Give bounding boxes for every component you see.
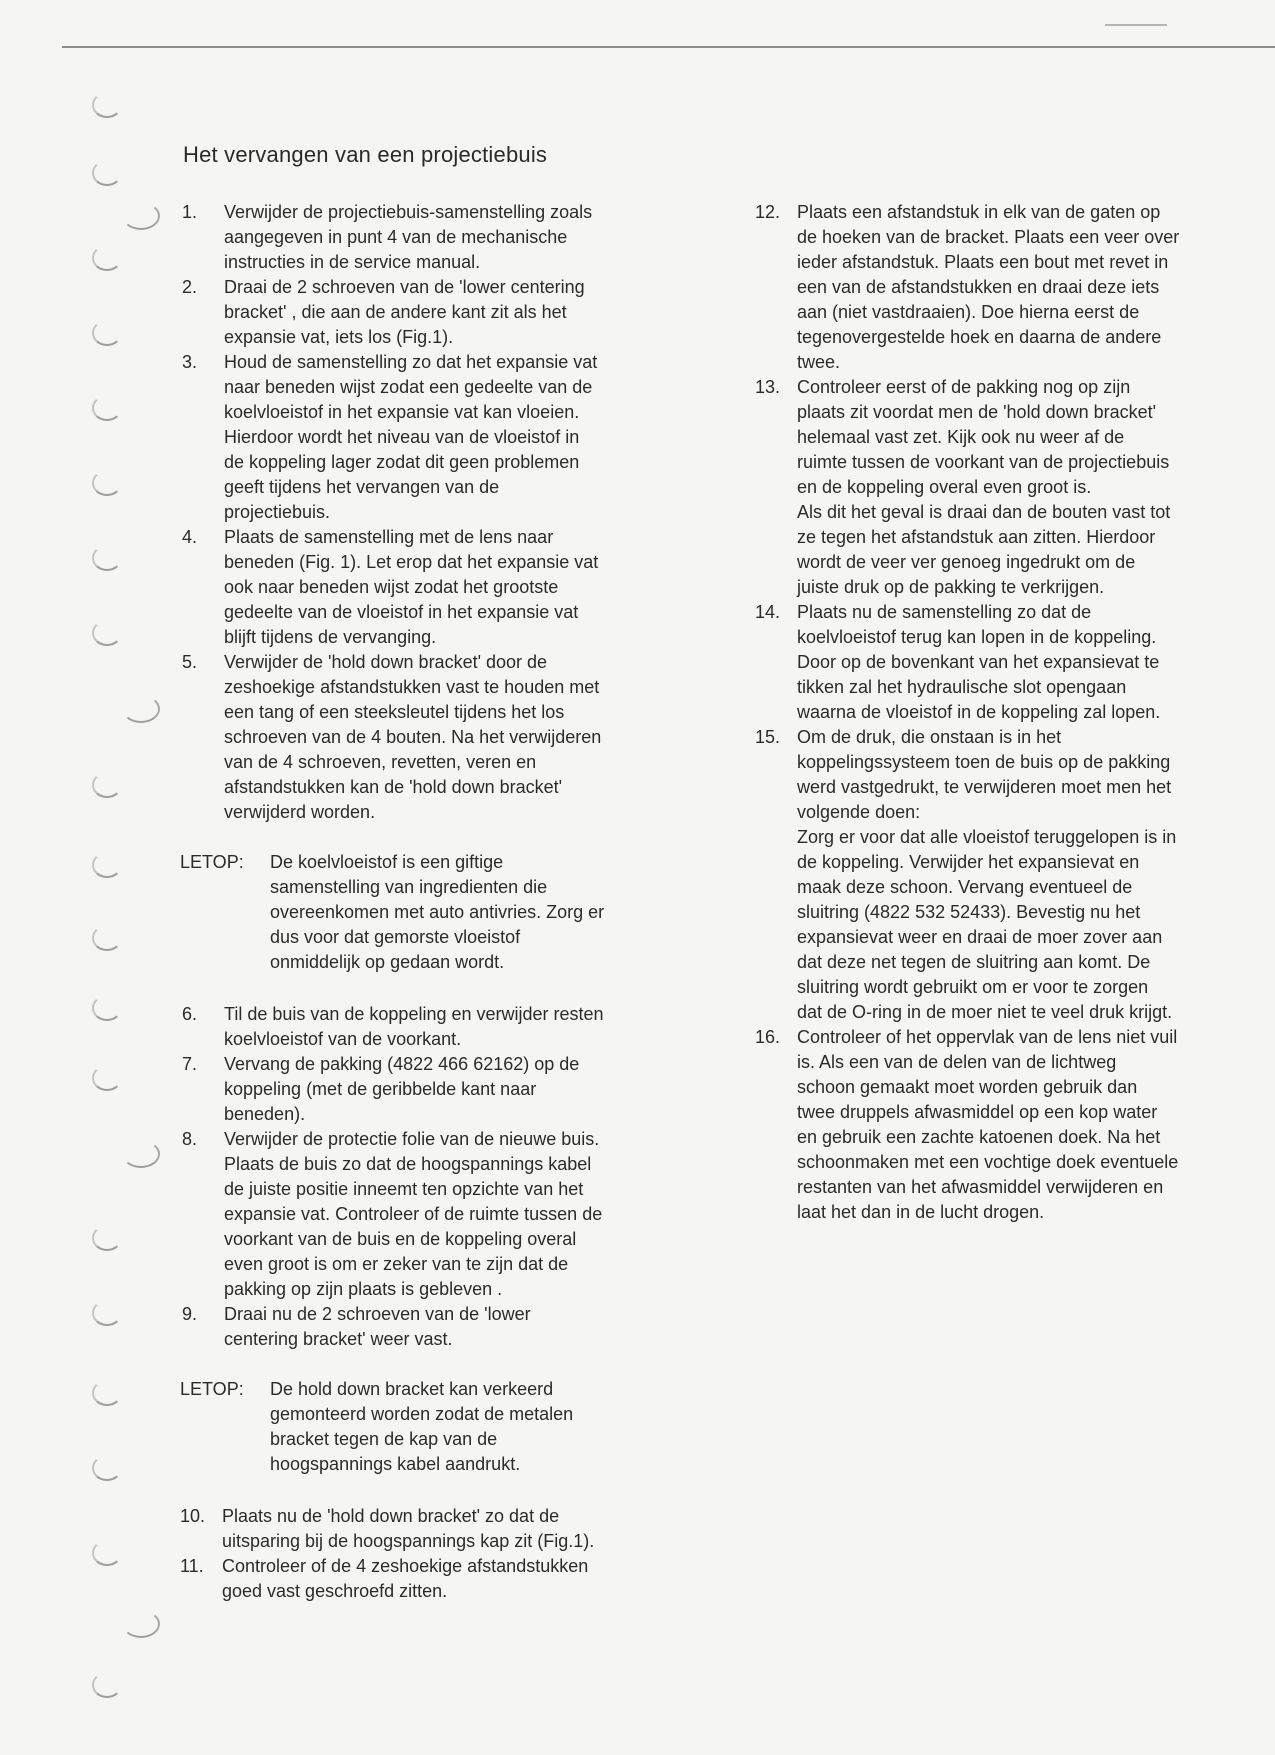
step-item: [755, 1025, 1265, 1225]
step-number: 15.: [755, 727, 781, 747]
binder-hole: [92, 1540, 122, 1566]
warning-text: De koelvloeistof is een giftige samenstelling van ingredienten die overeenkomen met auto antivries. Zorg er dus voor dat gemorste vloeistof onmiddelijk op gedaan wordt.: [270, 852, 605, 972]
step-item: [755, 725, 1265, 1025]
step-number: 10.: [180, 1506, 206, 1526]
steps-list-3: [178, 1504, 698, 1604]
step-text: Verwijder de protectie folie van de nieuwe buis. Plaats de buis zo dat de hoogspannings kabel de juiste positie inneemt ten opzichte van het expansie vat. Controleer of de ruimte tussen de voorkant van de buis en de koppeling overal even groot is om er zeker van te zijn dat de pakking op zijn plaats is gebleven .: [224, 1129, 603, 1299]
binder-hole: [92, 1300, 122, 1326]
binder-hole: [92, 925, 122, 951]
step-item: [178, 1554, 698, 1604]
step-number: 14.: [755, 602, 781, 622]
binder-hole: [92, 470, 122, 496]
step-item: [178, 650, 698, 825]
warning-note-2: [178, 1377, 698, 1477]
warning-text: De hold down bracket kan verkeerd gemonteerd worden zodat de metalen bracket tegen de kap van de hoogspannings kabel aandrukt.: [270, 1379, 574, 1474]
step-number: 4.: [182, 527, 198, 547]
step-text: Til de buis van de koppeling en verwijder resten koelvloeistof van de voorkant.: [224, 1004, 604, 1049]
binder-hole: [92, 245, 122, 271]
step-item: [178, 1302, 698, 1352]
binder-hole: [122, 695, 160, 723]
step-item: [178, 525, 698, 650]
steps-list-4: [755, 200, 1265, 1225]
steps-list-2: [178, 1002, 698, 1352]
warning-note-1: [178, 850, 698, 975]
step-number: 6.: [182, 1004, 198, 1024]
step-text: Controleer of de 4 zeshoekige afstandstukken goed vast geschroefd zitten.: [222, 1556, 589, 1601]
step-text: Plaats een afstandstuk in elk van de gaten op de hoeken van de bracket. Plaats een veer over ieder afstandstuk. Plaats een bout met revet in een van de afstandstukken en draai deze iets aan (niet vastdraaien). Doe hierna eerst de tegenovergestelde hoek en daarna de andere twee.: [797, 202, 1180, 372]
step-text: Plaats nu de 'hold down bracket' zo dat de uitsparing bij de hoogspannings kap zit (Fig.1).: [222, 1506, 595, 1551]
binder-hole: [92, 1380, 122, 1406]
binder-hole: [92, 160, 122, 186]
step-number: 8.: [182, 1129, 198, 1149]
binder-hole: [92, 395, 122, 421]
step-text: Controleer eerst of de pakking nog op zijn plaats zit voordat men de 'hold down bracket' helemaal vast zet. Kijk ook nu weer af de ruimte tussen de voorkant van de projectiebuis en de koppeling overal even groot is. Als dit het geval is draai dan de bouten vast tot ze tegen het afstandstuk aan zitten. Hierdoor wordt de veer ver genoeg ingedrukt om de juiste druk op de pakking te verkrijgen.: [797, 377, 1171, 597]
step-number: 13.: [755, 377, 781, 397]
binder-hole: [92, 92, 122, 118]
binder-hole: [122, 1610, 160, 1638]
step-item: [178, 1052, 698, 1127]
warning-label: LETOP:: [180, 852, 244, 872]
step-item: [178, 200, 698, 275]
step-item: [178, 1127, 698, 1302]
warning-label: LETOP:: [180, 1379, 244, 1399]
step-item: [755, 600, 1265, 725]
step-text: Draai nu de 2 schroeven van de 'lower centering bracket' weer vast.: [224, 1304, 531, 1349]
step-item: [178, 1504, 698, 1554]
steps-list-1: [178, 200, 698, 825]
page-top-rule: [62, 46, 1275, 48]
binder-hole: [92, 620, 122, 646]
step-number: 1.: [182, 202, 198, 222]
step-text: Verwijder de projectiebuis-samenstelling zoals aangegeven in punt 4 van de mechanische instructies in de service manual.: [224, 202, 593, 272]
right-column: [755, 200, 1265, 1225]
step-item: [755, 200, 1265, 375]
step-text: Vervang de pakking (4822 466 62162) op de koppeling (met de geribbelde kant naar beneden).: [224, 1054, 580, 1124]
step-number: 12.: [755, 202, 781, 222]
left-column: [178, 200, 698, 1604]
step-text: Om de druk, die onstaan is in het koppelingssysteem toen de buis op de pakking werd vastgedrukt, te verwijderen moet men het volgende doen: Zorg er voor dat alle vloeistof teruggelopen is in de koppeling. Verwijder het expansievat en maak deze schoon. Vervang eventueel de sluitring (4822 532 52433). Bevestig nu het expansievat weer en draai de moer zover aan dat deze net tegen de sluitring aan komt. De sluitring wordt gebruikt om er voor te zorgen dat de O-ring in de moer niet te veel druk krijgt.: [797, 727, 1177, 1022]
step-item: [755, 375, 1265, 600]
binder-hole: [92, 852, 122, 878]
step-text: Draai de 2 schroeven van de 'lower centering bracket' , die aan de andere kant zit als het expansie vat, iets los (Fig.1).: [224, 277, 585, 347]
scan-mark: [1105, 24, 1167, 26]
step-text: Controleer of het oppervlak van de lens niet vuil is. Als een van de delen van de lichtweg schoon gemaakt moet worden gebruik dan twee druppels afwasmiddel op een kop water en gebruik een zachte katoenen doek. Na het schoonmaken met een vochtige doek eventuele restanten van het afwasmiddel verwijderen en laat het dan in de lucht drogen.: [797, 1027, 1179, 1222]
binder-hole: [122, 1140, 160, 1168]
step-item: [178, 275, 698, 350]
binder-hole: [92, 545, 122, 571]
step-item: [178, 1002, 698, 1052]
step-number: 2.: [182, 277, 198, 297]
page-title: Het vervangen van een projectiebuis: [183, 142, 548, 167]
binder-hole: [92, 1455, 122, 1481]
step-number: 16.: [755, 1027, 781, 1047]
step-number: 3.: [182, 352, 198, 372]
step-number: 9.: [182, 1304, 198, 1324]
binder-hole: [92, 772, 122, 798]
step-number: 7.: [182, 1054, 198, 1074]
binder-hole: [92, 995, 122, 1021]
binder-hole: [92, 320, 122, 346]
step-text: Plaats de samenstelling met de lens naar beneden (Fig. 1). Let erop dat het expansie vat ook naar beneden wijst zodat het grootste gedeelte van de vloeistof in het expansie vat blijft tijdens de vervanging.: [224, 527, 599, 647]
binder-hole: [92, 1225, 122, 1251]
step-number: 5.: [182, 652, 198, 672]
binder-hole: [92, 1672, 122, 1698]
step-text: Verwijder de 'hold down bracket' door de zeshoekige afstandstukken vast te houden met een tang of een steeksleutel tijdens het los schroeven van de 4 bouten. Na het verwijderen van de 4 schroeven, revetten, veren en afstandstukken kan de 'hold down bracket' verwijderd worden.: [224, 652, 602, 822]
binder-hole: [92, 1065, 122, 1091]
binder-hole: [122, 202, 160, 230]
step-number: 11.: [180, 1556, 204, 1576]
step-text: Houd de samenstelling zo dat het expansie vat naar beneden wijst zodat een gedeelte van de koelvloeistof in het expansie vat kan vloeien. Hierdoor wordt het niveau van de vloeistof in de koppeling lager zodat dit geen problemen geeft tijdens het vervangen van de projectiebuis.: [224, 352, 598, 522]
step-item: [178, 350, 698, 525]
step-text: Plaats nu de samenstelling zo dat de koelvloeistof terug kan lopen in de koppeling. Door op de bovenkant van het expansievat te tikken zal het hydraulische slot opengaan waarna de vloeistof in de koppeling zal lopen.: [797, 602, 1161, 722]
